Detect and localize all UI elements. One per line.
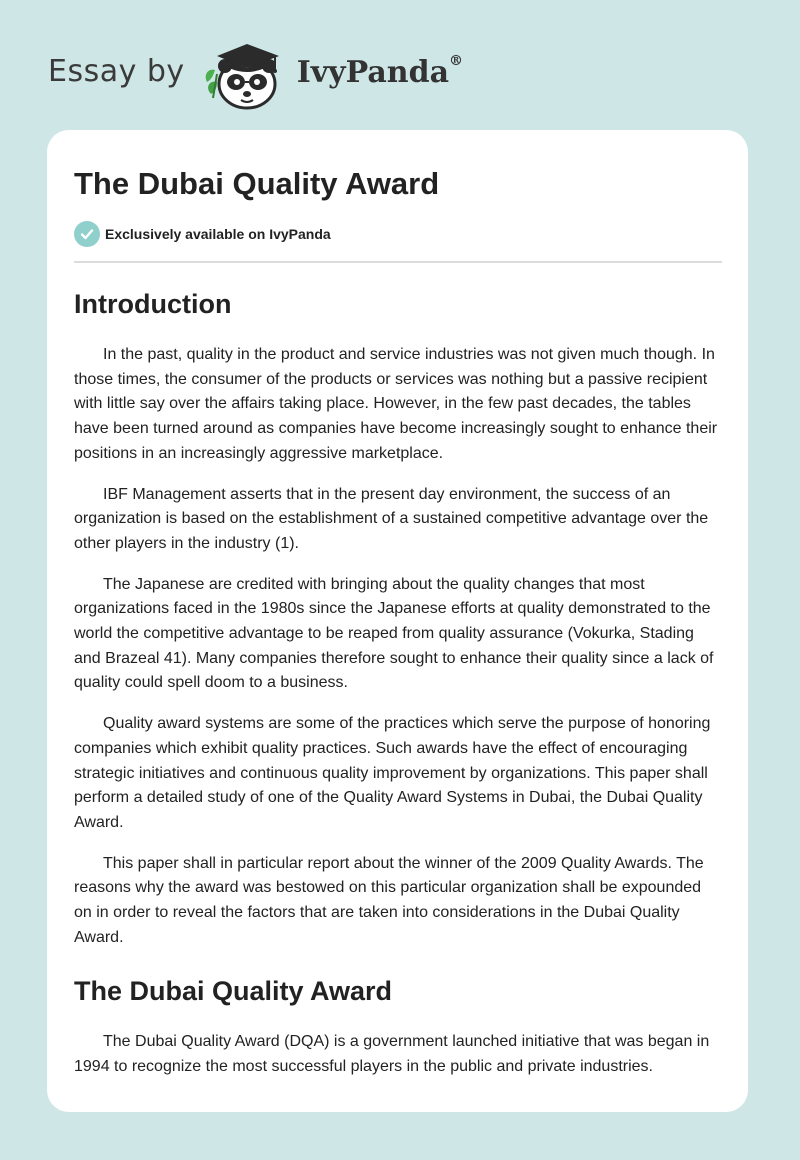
paragraph: The Japanese are credited with bringing about the quality changes that most organizations faced in the 1980s since the Japanese efforts at quality demonstrated to the world the competitive advantage to be reaped from quality assurance (Vokurka, Stading and Brazeal 41). Many companies therefore sought to enhance their quality since a lack of quality could spell doom to a business. [74,575,714,692]
paragraph: The Dubai Quality Award (DQA) is a government launched initiative that was began in 1994 to recognize the most successful players in the public and private industries. [74,1033,710,1076]
page-title: The Dubai Quality Award [74,166,440,201]
section-heading-introduction: Introduction [74,289,232,319]
section-heading-dubai-quality-award: The Dubai Quality Award [74,976,393,1007]
essay-by-label: Essay by [48,53,185,89]
registered-mark: ® [449,52,464,69]
divider [74,261,722,263]
paragraph: In the past, quality in the product and service industries was not given much though. In those times, the consumer of the products or services was nothing but a passive recipient with little say over the affairs taking place. However, in the few past decades, the tables have been turned around as companies have become increasingly sought to enhance their positions in an increasingly aggressive marketplace. [74,346,718,462]
check-circle-icon [74,221,100,247]
badge-label: Exclusively available on IvyPanda [105,226,331,242]
paragraph: This paper shall in particular report about the winner of the 2009 Quality Awards. The reasons why the award was bestowed on this particular organization shall be expounded on in order to reveal the factors that are taken into considerations in the Dubai Quality Award. [74,854,704,946]
site-header [48,34,463,114]
exclusive-badge [74,221,722,247]
panda-graduate-icon[interactable] [201,38,293,110]
paragraph: Quality award systems are some of the practices which serve the purpose of honoring companies which exhibit quality practices. Such awards have the effect of encouraging strategic initiatives and continuous quality improvement by organizations. This paper shall perform a detailed study of one of the Quality Award Systems in Dubai, the Dubai Quality Award. [74,715,711,831]
paragraph: IBF Management asserts that in the present day environment, the success of an organization is based on the establishment of a sustained competitive advantage over the other players in the industry (1). [74,485,709,552]
essay-card [47,130,748,1112]
brand-text: IvyPanda [296,54,450,90]
brand-name[interactable] [296,52,464,90]
